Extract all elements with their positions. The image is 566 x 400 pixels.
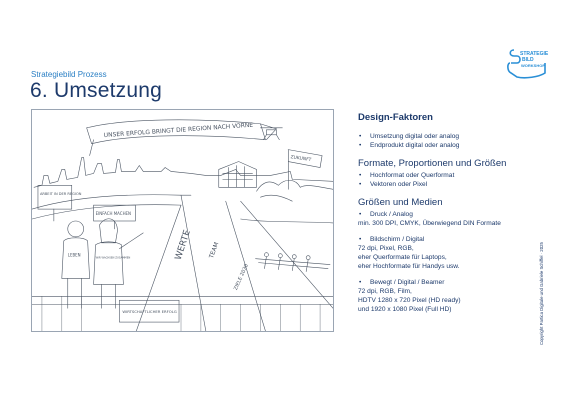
list-item: • Hochformat oder Querformat: [358, 171, 548, 180]
section-media-heading: Größen und Medien: [358, 197, 443, 208]
design-factors-heading: Design-Faktoren: [358, 112, 433, 123]
building: [219, 162, 257, 188]
road-word-ziele: ZIELE 2030: [232, 263, 250, 292]
bullet-list-3c: [358, 278, 548, 287]
section-formats-heading: Formate, Proportionen und Größen: [358, 158, 507, 169]
logo-line-3: WORKSHOP: [521, 63, 545, 68]
flag-text: ZUKUNFT: [290, 155, 312, 164]
bullet-list-3a: [358, 210, 548, 219]
bullet-list-1: [358, 132, 548, 150]
screen-specs-line: eher Querformate für Laptops,: [358, 254, 447, 261]
rowing-boat: [256, 259, 331, 265]
screen-specs-line: eher Hochformate für Handys usw.: [358, 263, 460, 270]
road-word-team: TEAM: [208, 241, 221, 260]
logo-line-1: STRATEGIE: [520, 51, 549, 57]
logo-line-2: BILD: [522, 57, 534, 63]
strategy-sketch-illustration: [31, 109, 334, 332]
railing-sign-text: WIRTSCHAFTLICHER ERFOLG: [122, 310, 177, 315]
video-specs-line: und 1920 x 1080 Pixel (Full HD): [358, 306, 452, 313]
page-title: 6. Umsetzung: [30, 79, 162, 102]
list-item: • Druck / Analog: [358, 210, 548, 219]
page-kicker: Strategiebild Prozess: [31, 70, 107, 79]
person-right: [94, 219, 144, 308]
banner-text: UNSER ERFOLG BRINGT DIE REGION NACH VORNE: [103, 121, 254, 140]
print-specs: min. 300 DPI, CMYK, Überwiegend DIN Formate: [358, 220, 501, 227]
video-specs-line: HDTV 1280 x 720 Pixel (HD ready): [358, 297, 461, 304]
list-item: • Umsetzung digital oder analog: [358, 132, 548, 141]
person-left: [62, 221, 90, 308]
bullet-list-3b: [358, 235, 548, 244]
person-right-shirt-text: WIR WACHSEN ZUSAMMEN: [95, 256, 131, 260]
list-item: • Bildschirm / Digital: [358, 235, 548, 244]
sign-left: [38, 185, 72, 209]
design-factors-panel: [358, 112, 548, 314]
strategiebild-workshop-logo: [505, 47, 549, 79]
road-word-werte: WERTE: [173, 228, 193, 262]
sign-left-text: ARBEIT IN DER REGION: [39, 192, 82, 197]
video-specs-line: 72 dpi, RGB, Film,: [358, 288, 412, 295]
bullet-list-2: [358, 171, 548, 189]
list-item: • Vektoren oder Pixel: [358, 180, 548, 189]
list-item: • Bewegt / Digital / Beamer: [358, 278, 548, 287]
copyright-notice: Copyright Partica Digitale und Gabriele Schiffel · 2025: [539, 242, 544, 345]
screen-specs-line: 72 dpi, Pixel, RGB,: [358, 245, 414, 252]
person-left-shirt-text: LEBEN: [67, 252, 81, 258]
sign-mid-text: EINFACH MACHEN: [95, 211, 132, 217]
list-item: • Endprodukt digital oder analog: [358, 141, 548, 150]
